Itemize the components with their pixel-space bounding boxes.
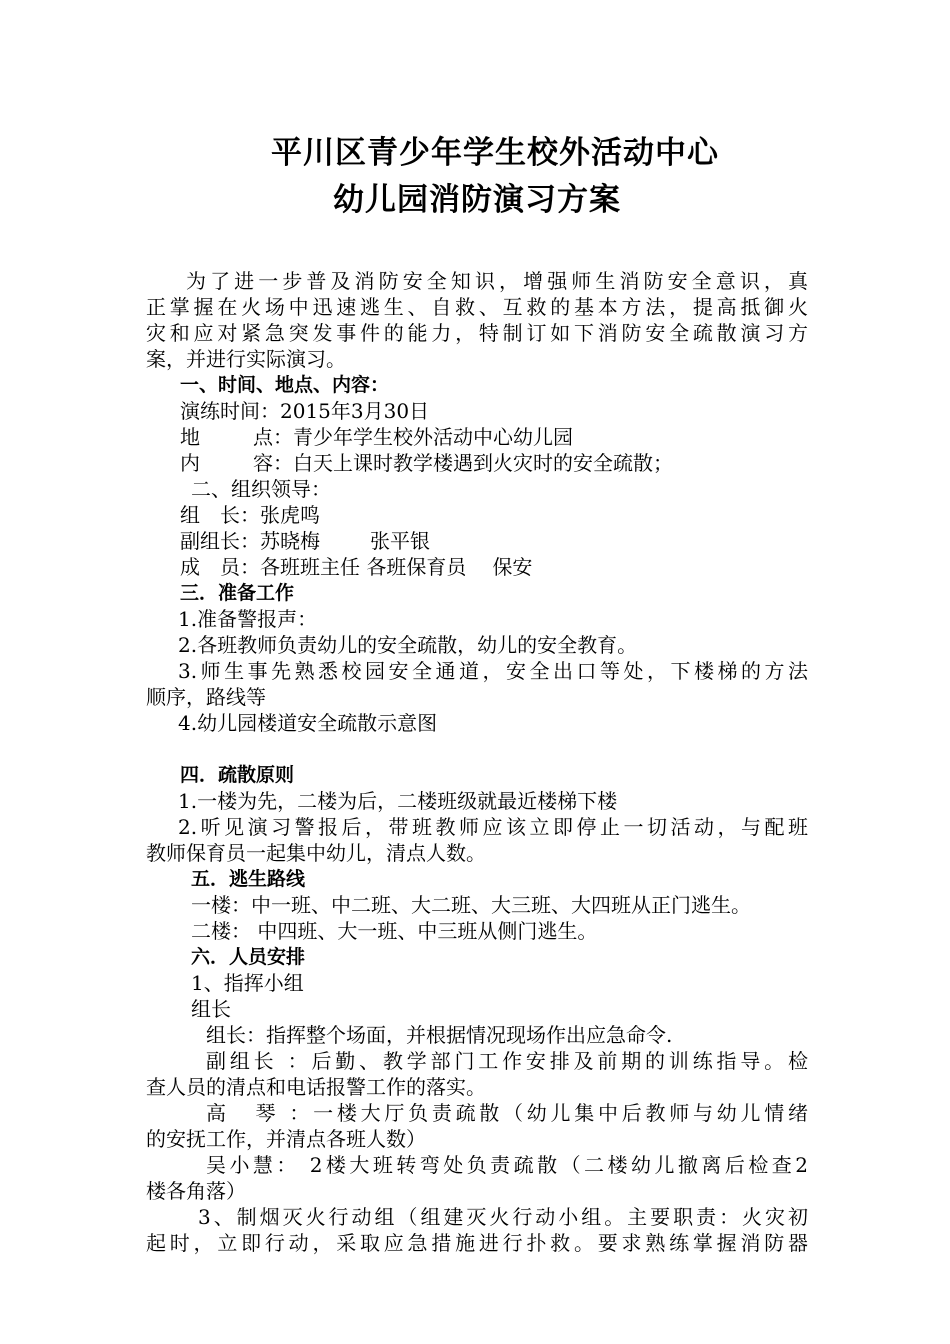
section-1-heading: 一、时间、地点、内容： — [180, 374, 390, 396]
principle-item-2-line-2: 教师保育员一起集中幼儿，清点人数。 — [146, 841, 486, 865]
gao-duty-line-2: 的安抚工作，并清点各班人数） — [146, 1127, 426, 1151]
document-body — [146, 268, 808, 1256]
escape-route-floor-1: 一楼：中一班、中二班、大二班、大三班、大四班从正门逃生。 — [191, 893, 751, 917]
drill-place — [146, 424, 808, 450]
group-members-b: 员：各班班主任 各班保育员 — [220, 555, 467, 579]
deputy-duty-line-1: 副组长 ：后勤、教学部门工作安排及前期的训练指导。检 — [206, 1049, 808, 1073]
intro-line-1: 为了进一步普及消防安全知识，增强师生消防安全意识，真 — [186, 269, 808, 293]
fire-group-line-2: 起时，立即行动，采取应急措施进行扑救。要求熟练掌握消防器 — [146, 1231, 808, 1255]
deputy-leader-a: 副组长：苏晓梅 — [180, 529, 320, 553]
group-leader-label-a: 组 — [180, 503, 200, 527]
drill-time: 演练时间：2015年3月30日 — [180, 399, 430, 423]
section-4-heading: 四．疏散原则 — [180, 764, 295, 786]
wu-duty-line-1: 吴小慧： 2楼大班转弯处负责疏散（二楼幼儿撤离后检查2 — [206, 1153, 808, 1177]
document-title-line-1: 平川区青少年学生校外活动中心 — [271, 135, 719, 171]
intro-line-2: 正掌握在火场中迅速逃生、自救、互救的基本方法，提高抵御火 — [146, 295, 808, 319]
section-5-heading: 五．逃生路线 — [191, 868, 306, 890]
deputy-leader-b: 张平银 — [370, 529, 430, 553]
gao-duty-line-1 — [146, 1100, 808, 1126]
intro-line-3: 灾和应对紧急突发事件的能力，特制订如下消防安全疏散演习方 — [146, 321, 808, 345]
principle-item-2-line-1: 2.听见演习警报后，带班教师应该立即停止一切活动，与配班 — [178, 815, 808, 839]
section-2-heading: 二、组织领导： — [191, 477, 331, 501]
intro-line-4: 案，并进行实际演习。 — [146, 347, 346, 371]
section-3-heading: 三．准备工作 — [180, 582, 295, 604]
prep-item-3-line-1: 3.师生事先熟悉校园安全通道，安全出口等处，下楼梯的方法 — [178, 659, 808, 683]
drill-place-label-a: 地 — [180, 425, 200, 449]
prep-item-3-line-2: 顺序，路线等 — [146, 685, 266, 709]
drill-content — [146, 450, 808, 476]
group-leader — [146, 502, 808, 528]
section-6-heading: 六．人员安排 — [191, 946, 306, 968]
escape-route-floor-2: 二楼： 中四班、大一班、中三班从侧门逃生。 — [191, 919, 598, 943]
group-members-c: 保安 — [492, 555, 533, 579]
group-members-a: 成 — [180, 555, 200, 579]
prep-item-4: 4.幼儿园楼道安全疏散示意图 — [178, 711, 438, 735]
command-group-title: 组长 — [191, 997, 231, 1021]
drill-content-label-a: 内 — [180, 451, 200, 475]
document-title-line-2: 幼儿园消防演习方案 — [333, 182, 621, 218]
command-group-heading: 1、指挥小组 — [191, 971, 304, 995]
group-members — [146, 554, 808, 580]
fire-group-line-1: 3、制烟灭火行动组（组建灭火行动小组。主要职责：火灾初 — [198, 1205, 808, 1229]
deputy-duty-line-2: 查人员的清点和电话报警工作的落实。 — [146, 1075, 486, 1099]
drill-content-label-b: 容：白天上课时教学楼遇到火灾时的安全疏散； — [253, 451, 673, 475]
deputy-leader — [146, 528, 808, 554]
prep-item-1: 1.准备警报声： — [178, 607, 318, 631]
blank-line — [146, 736, 808, 762]
wu-duty-line-2: 楼各角落） — [146, 1179, 246, 1203]
gao-duty-text: 琴 ：一楼大厅负责疏散（幼儿集中后教师与幼儿情绪 — [251, 1101, 809, 1125]
prep-item-2: 2.各班教师负责幼儿的安全疏散，幼儿的安全教育。 — [178, 633, 638, 657]
gao-label: 高 — [206, 1101, 230, 1125]
drill-place-label-b: 点：青少年学生校外活动中心幼儿园 — [253, 425, 573, 449]
principle-item-1: 1.一楼为先，二楼为后，二楼班级就最近楼梯下楼 — [178, 789, 618, 813]
group-leader-label-b: 长：张虎鸣 — [220, 503, 320, 527]
leader-duty: 组长：指挥整个场面，并根据情况现场作出应急命令. — [206, 1023, 673, 1047]
